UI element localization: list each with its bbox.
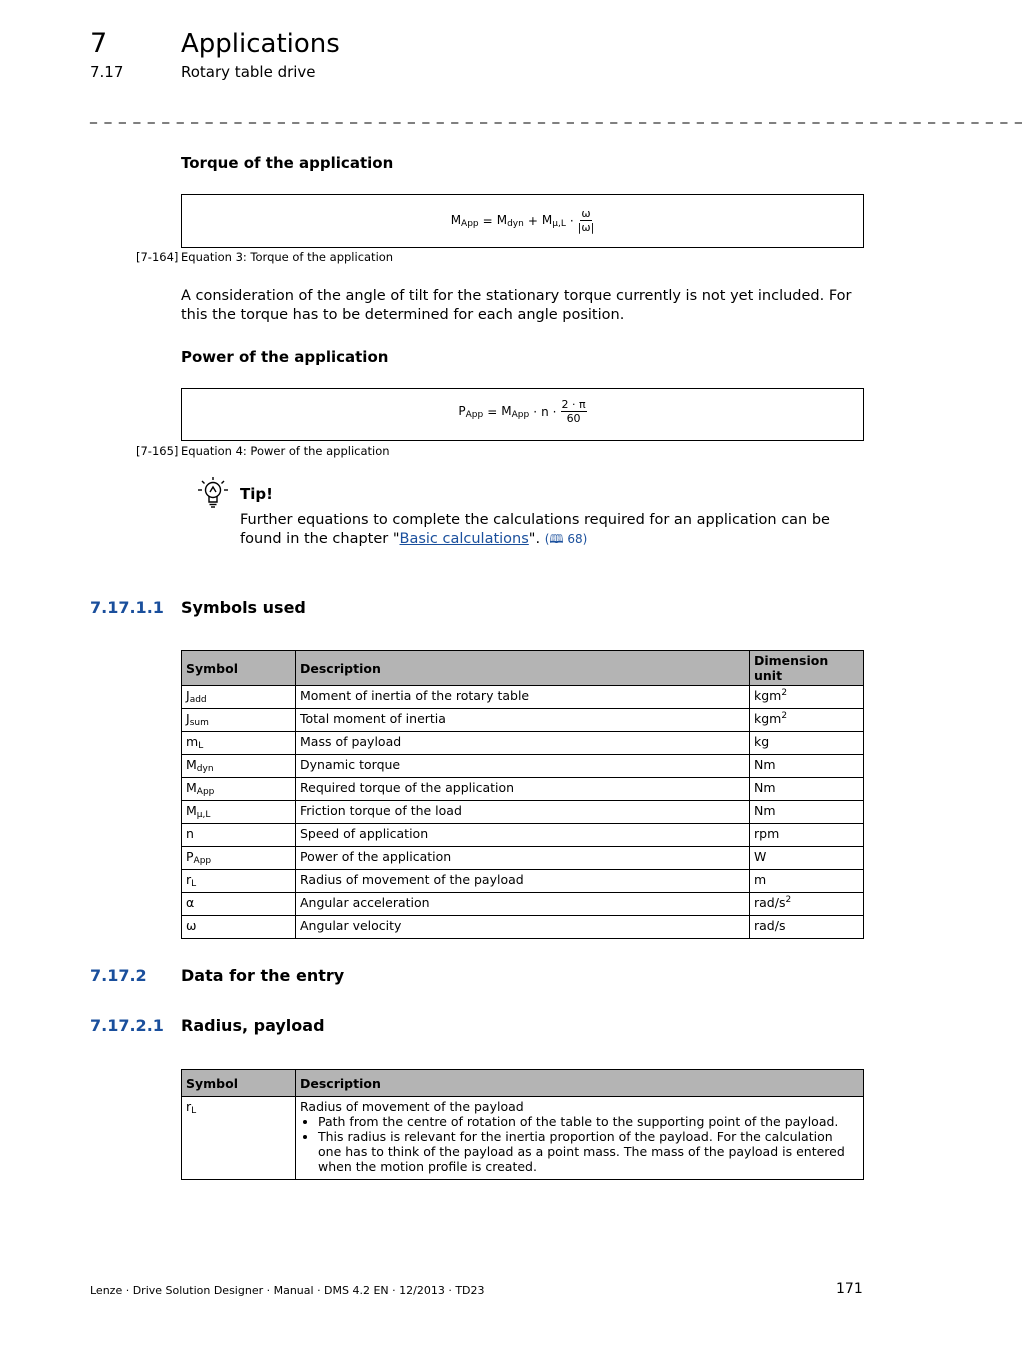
unit-cell: Nm	[750, 755, 864, 778]
tip-text: Further equations to complete the calculations required for an application can be found in the chapter "Basic calculations". (🕮 68)	[240, 512, 830, 547]
description-cell: Dynamic torque	[296, 755, 750, 778]
unit-cell: kgm$^2$	[750, 709, 864, 732]
symbol-cell: $J_{add}$	[182, 686, 296, 709]
symbols-header-symbol: Symbol	[182, 651, 296, 686]
table-row	[182, 686, 864, 709]
table-row	[182, 755, 864, 778]
symbols-section-number: 7.17.1.1	[90, 598, 164, 617]
table-row	[182, 1097, 864, 1180]
description-cell: Friction torque of the load	[296, 801, 750, 824]
table-row	[182, 709, 864, 732]
lightbulb-icon	[196, 476, 230, 510]
description-cell: Angular velocity	[296, 916, 750, 939]
symbol-cell: n	[182, 824, 296, 847]
description-cell: Total moment of inertia	[296, 709, 750, 732]
power-caption-ref: [7-165]	[136, 444, 179, 458]
unit-cell: rad/s	[750, 916, 864, 939]
symbols-section-title: Symbols used	[181, 598, 306, 617]
symbol-cell: $P_{App}$	[182, 847, 296, 870]
power-equation-box	[181, 388, 864, 441]
torque-equation: $M_{App}$ = $M_{dyn}$ + $M_{\mu,L}$ · $\frac{\omega}{|\omega|}$	[450, 207, 595, 234]
unit-cell: Nm	[750, 801, 864, 824]
footer-text: Lenze · Drive Solution Designer · Manual · DMS 4.2 EN · 12/2013 · TD23	[90, 1284, 485, 1297]
description-cell: Angular acceleration	[296, 893, 750, 916]
symbol-cell: ω	[182, 916, 296, 939]
radius-symbol-cell: $r_L$	[182, 1097, 296, 1180]
description-cell: Speed of application	[296, 824, 750, 847]
description-cell: Moment of inertia of the rotary table	[296, 686, 750, 709]
radius-description-title: Radius of movement of the payload	[300, 1099, 524, 1114]
basic-calculations-link[interactable]: Basic calculations	[399, 531, 529, 547]
description-cell: Radius of movement of the payload	[296, 870, 750, 893]
symbol-cell: $m_L$	[182, 732, 296, 755]
table-row	[182, 824, 864, 847]
table-row	[182, 916, 864, 939]
unit-cell: rpm	[750, 824, 864, 847]
chapter-title: Applications	[181, 29, 340, 59]
symbol-cell: $M_{dyn}$	[182, 755, 296, 778]
table-row	[182, 847, 864, 870]
section-number: 7.17	[90, 63, 124, 81]
unit-cell: Nm	[750, 778, 864, 801]
entry-section-number: 7.17.2	[90, 966, 147, 985]
radius-header-description: Description	[296, 1070, 864, 1097]
symbol-cell: $J_{sum}$	[182, 709, 296, 732]
torque-equation-box	[181, 194, 864, 248]
torque-caption: Equation 3: Torque of the application	[181, 250, 394, 264]
list-item: • Path from the centre of rotation of the table to the supporting point of the payload.	[318, 1114, 859, 1129]
paragraph-tilt: A consideration of the angle of tilt for the stationary torque currently is not yet included. For this the torque has to be determined for each angle position.	[181, 288, 852, 323]
description-cell: Power of the application	[296, 847, 750, 870]
unit-cell: W	[750, 847, 864, 870]
table-row	[182, 801, 864, 824]
unit-cell: kgm$^2$	[750, 686, 864, 709]
list-item: • This radius is relevant for the inertia proportion of the payload. For the calculation one has to think of the payload as a point mass. The mass of the payload is entered when the motion profile is created.	[318, 1129, 859, 1174]
description-cell: Required torque of the application	[296, 778, 750, 801]
symbols-header-unit: Dimension unit	[750, 651, 864, 686]
power-caption: Equation 4: Power of the application	[181, 444, 390, 458]
description-cell: Mass of payload	[296, 732, 750, 755]
radius-header-symbol: Symbol	[182, 1070, 296, 1097]
header-separator: _ _ _ _ _ _ _ _ _ _ _ _ _ _ _ _ _ _ _ _ _ _ _ _ _ _ _ _ _ _ _ _ _ _ _ _ _ _ _ _ _ _ _ _ _ _ _ _ _ _ _ _ _ _ _ _ _ _ _ _ _ _ _ _ _	[90, 108, 1023, 124]
radius-section-title: Radius, payload	[181, 1016, 325, 1035]
power-equation: $P_{App}$ = $M_{App}$ · n · $\frac{2 \cdot \pi}{60}$	[458, 398, 586, 425]
page-number: 171	[836, 1281, 863, 1297]
symbol-cell: α	[182, 893, 296, 916]
power-heading: Power of the application	[181, 348, 389, 366]
unit-cell: kg	[750, 732, 864, 755]
radius-description-cell	[296, 1097, 864, 1180]
symbols-header-description: Description	[296, 651, 750, 686]
section-title: Rotary table drive	[181, 63, 316, 81]
table-row	[182, 893, 864, 916]
chapter-number: 7	[90, 28, 108, 59]
torque-heading: Torque of the application	[181, 154, 394, 172]
unit-cell: rad/$s^2$	[750, 893, 864, 916]
symbol-cell: $M_{\mu,L}$	[182, 801, 296, 824]
table-row	[182, 870, 864, 893]
radius-section-number: 7.17.2.1	[90, 1016, 164, 1035]
page-reference-link[interactable]: (🕮 68)	[544, 532, 588, 546]
table-row	[182, 732, 864, 755]
symbol-cell: $M_{App}$	[182, 778, 296, 801]
book-icon: 🕮	[549, 532, 564, 546]
radius-table	[181, 1069, 864, 1180]
torque-caption-ref: [7-164]	[136, 250, 179, 264]
tip-title: Tip!	[240, 485, 273, 503]
table-row	[182, 778, 864, 801]
symbols-table	[181, 650, 864, 939]
unit-cell: m	[750, 870, 864, 893]
symbol-cell: $r_L$	[182, 870, 296, 893]
entry-section-title: Data for the entry	[181, 966, 345, 985]
